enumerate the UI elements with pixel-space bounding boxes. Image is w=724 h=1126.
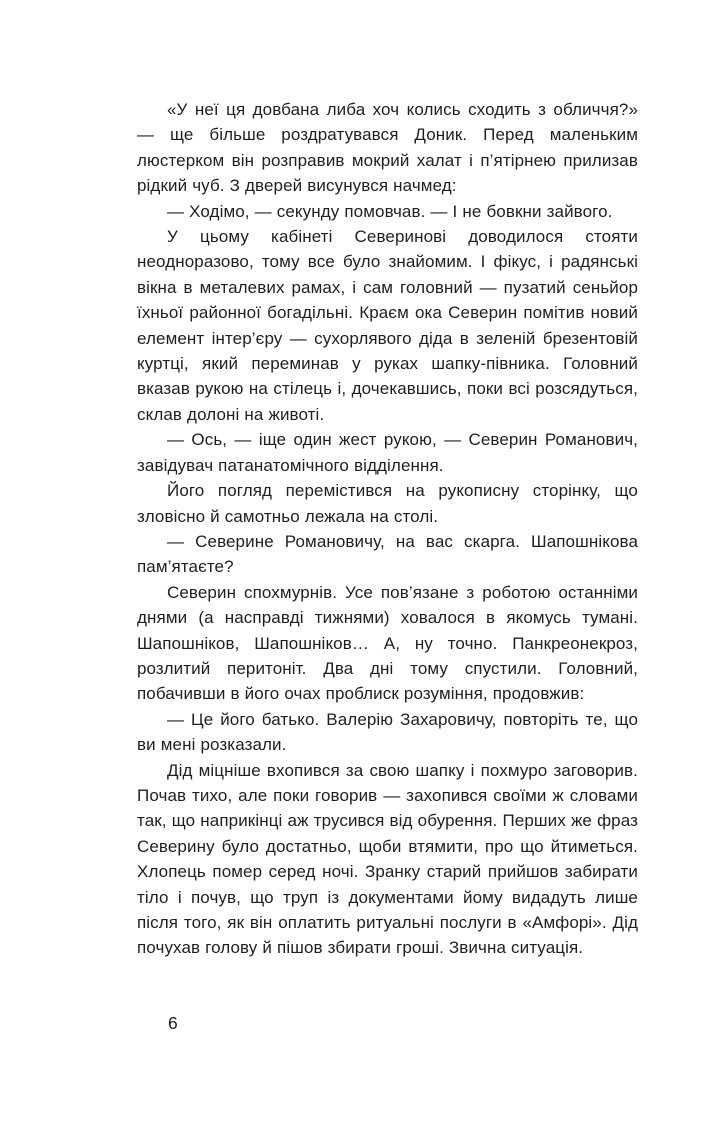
paragraph: У цьому кабінеті Северинові доводилося стояти неодноразово, тому все було знайомим. І фікус, і радянські вікна в металевих рамах, і сам головний — пузатий сеньйор їхньої районної богадільні. Краєм ока Северин помітив новий елемент інтер’єру — сухорлявого діда в зеленій брезентовій куртці, який переминав у руках шапку-півника. Головний вказав рукою на стілець і, дочекавшись, поки всі розсядуться, склав долоні на животі. [137, 227, 638, 424]
paragraph: Северин спохмурнів. Усе пов’язане з роботою останніми днями (а насправді тижнями) ховалося в якомусь тумані. Шапошніков, Шапошніков… А, ну точно. Панкреонекроз, розлитий перитоніт. Два дні тому спустили. Головний, побачивши в його очах проблиск розуміння, продовжив: [137, 582, 638, 704]
page-text [137, 97, 638, 961]
page-number: 6 [168, 1013, 178, 1033]
paragraph: Його погляд перемістився на рукописну сторінку, що зловісно й самотньо лежала на столі. [137, 481, 638, 526]
paragraph-dialogue: — Ось, — іще один жест рукою, — Северин Романович, завідувач патанатомічного відділення. [137, 430, 638, 475]
paragraph: Дід міцніше вхопився за свою шапку і похмуро заговорив. Почав тихо, але поки говорив — захопився своїми ж словами так, що наприкінці аж трусився від обурення. Перших же фраз Северину було достатньо, щоби втямити, про що йтиметься. Хлопець помер серед ночі. Зранку старий прийшов забирати тіло і почув, що труп із документами йому видадуть лише після того, як він оплатить ритуальні послуги в «Амфорі». Дід почухав голову й пішов збирати гроші. Звична ситуація. [137, 760, 638, 958]
paragraph-dialogue: — Це його батько. Валерію Захаровичу, повторіть те, що ви мені розказали. [137, 709, 638, 755]
paragraph: «У неї ця довбана либа хоч колись сходить з обличчя?» — ще більше роздратувався Доник. Перед маленьким люстерком він розправив мокрий халат і п’ятірнею прилизав рідкий чуб. З дверей висунувся начмед: [137, 100, 638, 196]
paragraph-dialogue: — Ходімо, — секунду помовчав. — І не бовкни зайвого. [167, 201, 613, 221]
paragraph-dialogue: — Северине Романовичу, на вас скарга. Шапошнікова пам’ятаєте? [137, 531, 638, 577]
